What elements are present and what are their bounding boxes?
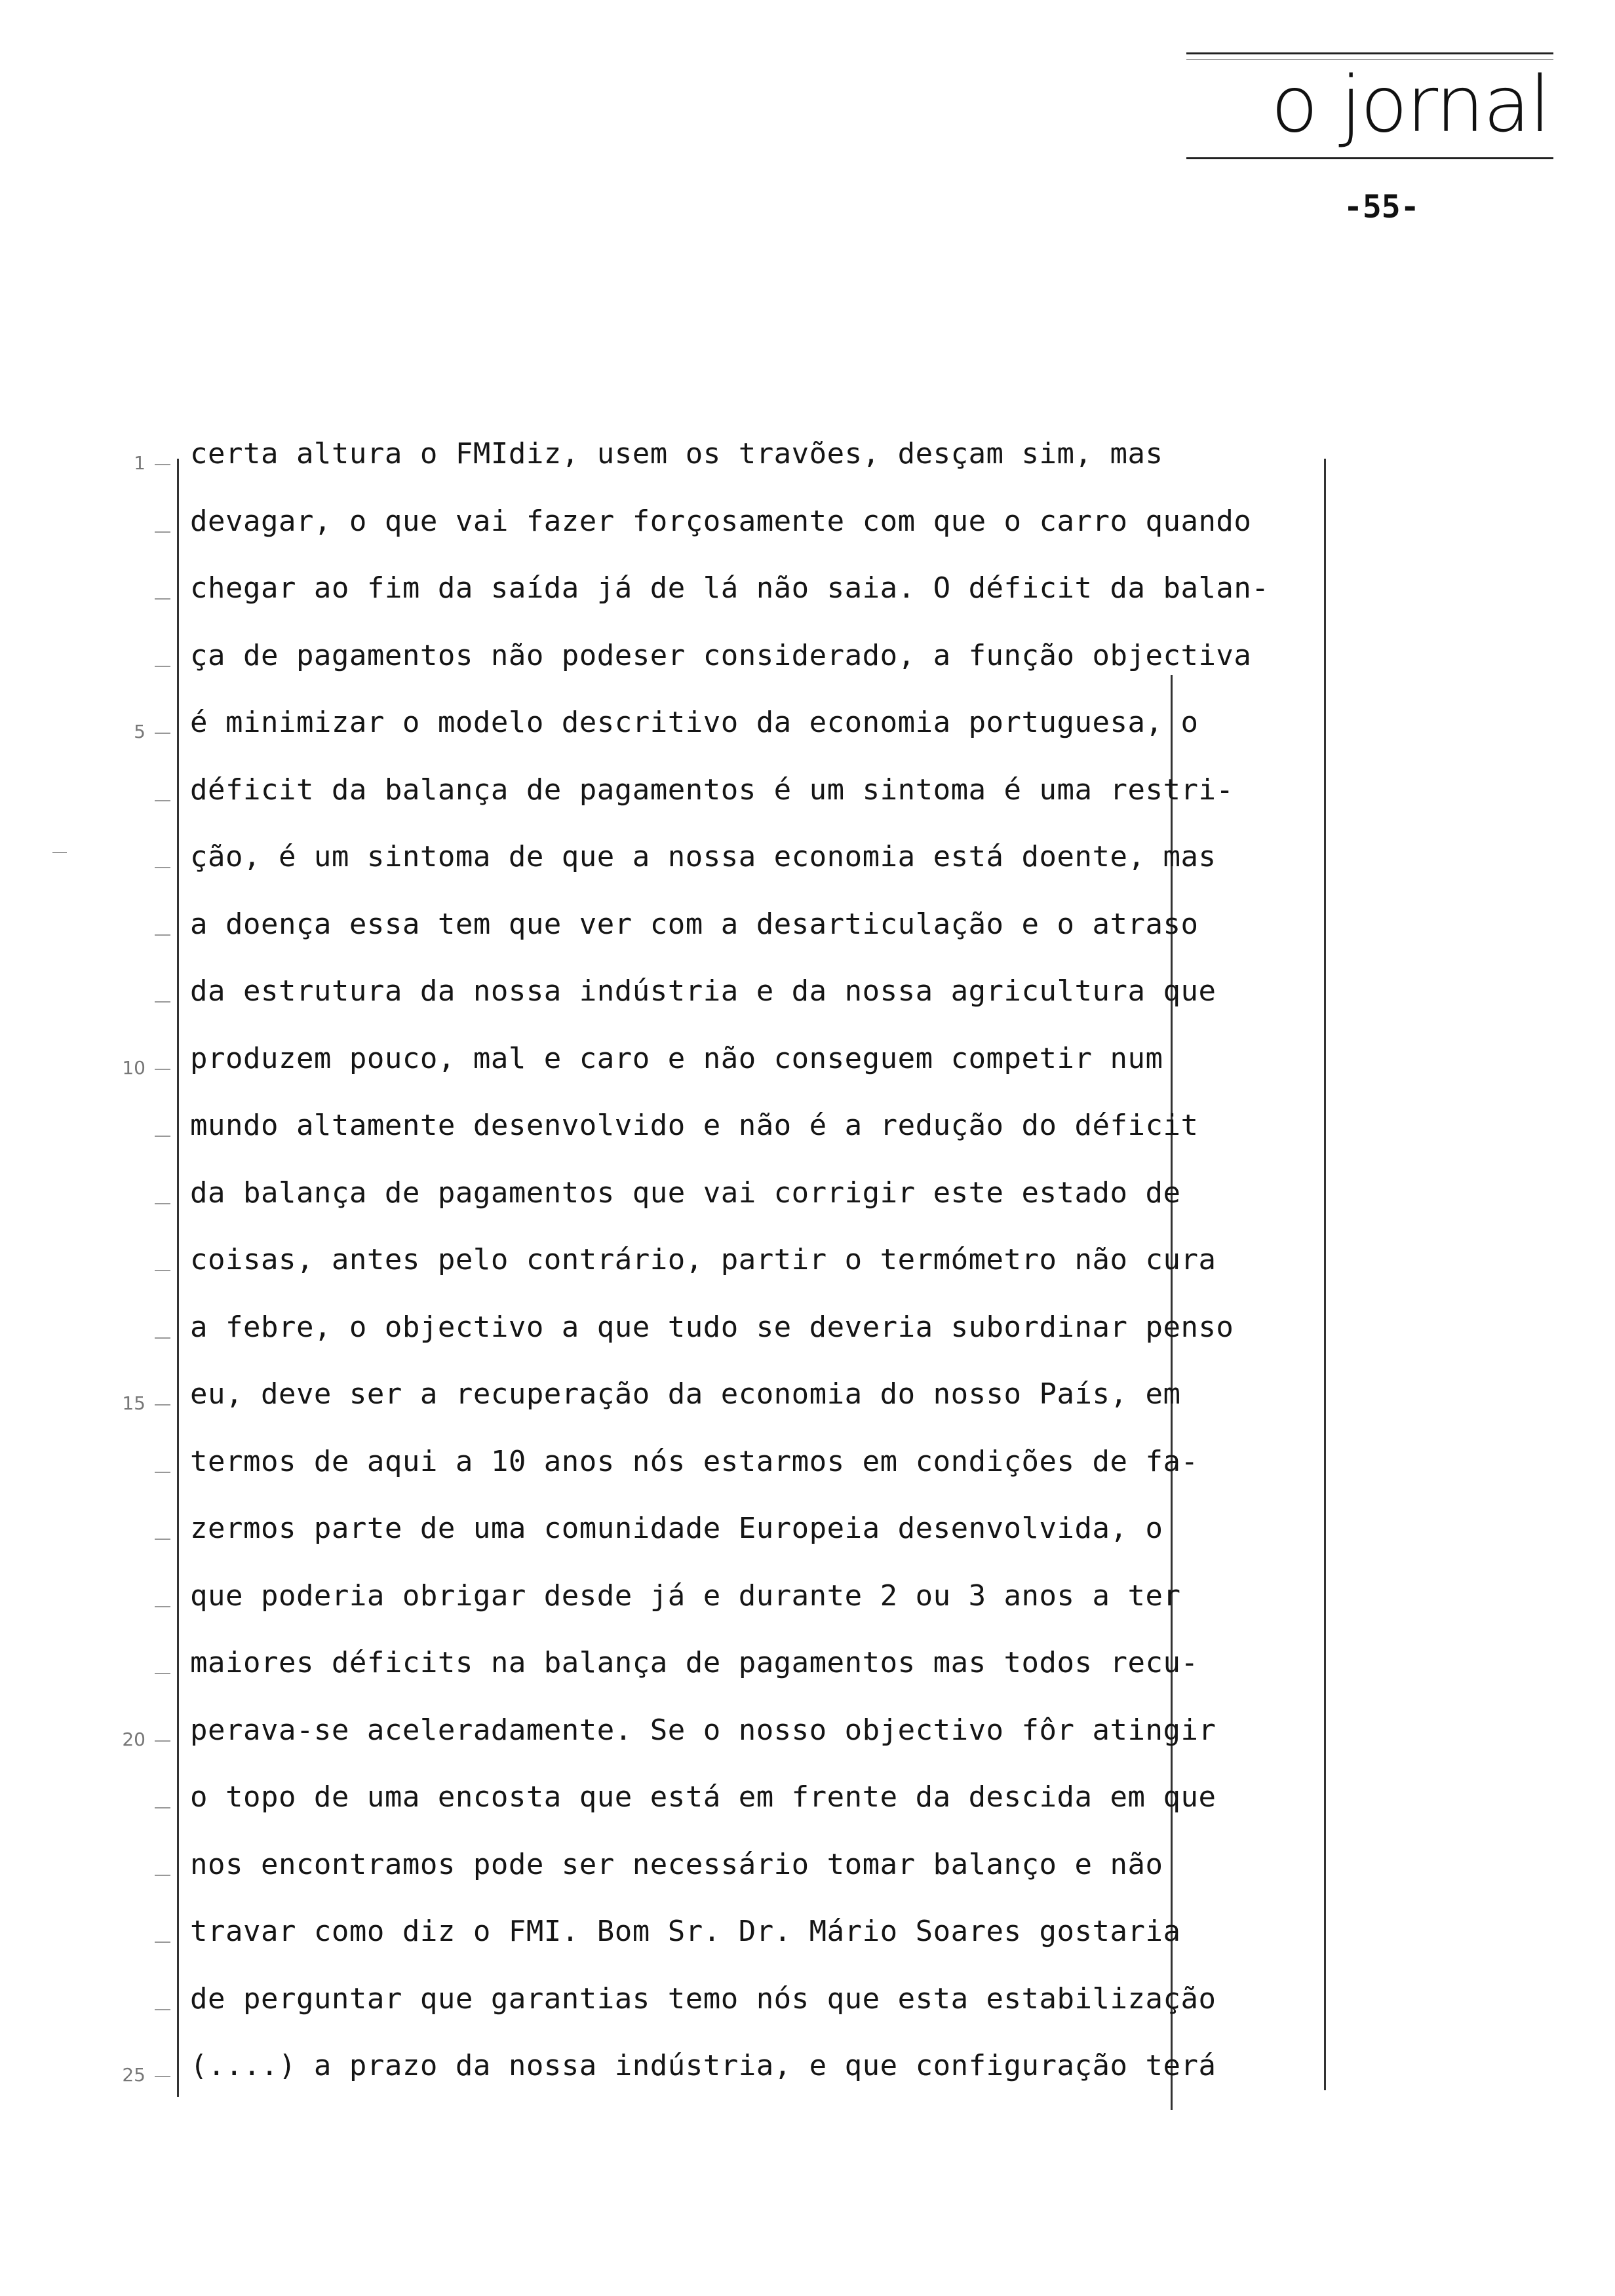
text-line: a febre, o objectivo a que tudo se deveria subordinar penso [190,1311,1234,1344]
line-tick [155,1136,170,1137]
column-rule-2 [1324,459,1326,2090]
gutter-row [85,1392,177,1419]
line-tick [155,934,170,936]
text-line: certa altura o FMIdiz, usem os travões, desçam sim, mas [190,437,1163,470]
gutter-row [85,1124,177,1150]
text-line: chegar ao fim da saída já de lá não saia. O déficit da balan- [190,571,1270,605]
line-tick [155,867,170,868]
line-tick [155,2076,170,2077]
gutter-row [85,520,177,546]
line-tick [155,1807,170,1808]
text-line: produzem pouco, mal e caro e não conseguem competir num [190,1042,1163,1075]
text-line: que poderia obrigar desde já e durante 2 ou 3 anos a ter [190,1579,1181,1613]
line-number-gutter [85,452,177,2103]
text-line: da estrutura da nossa indústria e da nossa agricultura que [190,974,1216,1008]
text-line: o topo de uma encosta que está em frente da descida em que [190,1780,1216,1814]
text-line: déficit da balança de pagamentos é um sintoma é uma restri- [190,773,1234,807]
line-tick [155,1740,170,1742]
gutter-row [85,1863,177,1889]
line-tick [155,1404,170,1406]
gutter-row [85,2064,177,2090]
line-number: 1 [134,452,146,474]
line-tick [155,1606,170,1607]
line-tick [155,666,170,667]
line-tick [155,2009,170,2010]
line-tick [155,1203,170,1204]
line-tick [155,1539,170,1540]
gutter-row [85,1258,177,1284]
text-line: zermos parte de uma comunidade Europeia desenvolvida, o [190,1512,1163,1545]
line-tick [155,1942,170,1943]
line-tick [155,1875,170,1876]
line-tick [155,1472,170,1473]
text-line: coisas, antes pelo contrário, partir o termómetro não cura [190,1243,1216,1276]
line-tick [155,1069,170,1070]
text-line: ça de pagamentos não podeser considerado, a função objectiva [190,639,1252,672]
left-margin-rule [177,459,179,2097]
line-number: 15 [122,1392,146,1414]
page-number: -55- [1344,189,1420,225]
gutter-row [85,1191,177,1217]
gutter-row [85,1795,177,1822]
line-tick [155,598,170,600]
masthead-bottom-rule [1186,157,1553,159]
text-line: de perguntar que garantias temo nós que esta estabilização [190,1982,1216,2016]
gutter-row [85,855,177,881]
gutter-row [85,586,177,613]
gutter-row [85,1930,177,1956]
gutter-row [85,721,177,747]
text-line: da balança de pagamentos que vai corrigir este estado de [190,1176,1181,1210]
gutter-row [85,1527,177,1553]
line-tick [155,464,170,465]
gutter-row [85,1460,177,1486]
line-number: 10 [122,1057,146,1079]
line-tick [155,531,170,533]
text-line: nos encontramos pode ser necessário tomar balanço e não [190,1848,1163,1881]
masthead [1186,46,1553,170]
line-number: 5 [134,721,146,742]
gutter-row [85,1729,177,1755]
gutter-row [85,788,177,814]
masthead-top-rule [1186,52,1553,54]
line-tick [155,800,170,801]
text-line: travar como diz o FMI. Bom Sr. Dr. Mário Soares gostaria [190,1915,1181,1948]
newspaper-logo: o jornal [1270,59,1549,149]
gutter-row [85,452,177,478]
line-number: 20 [122,1729,146,1750]
gutter-row [85,1997,177,2023]
line-tick [155,1337,170,1339]
text-line: a doença essa tem que ver com a desarticulação e o atraso [190,908,1199,941]
gutter-row [85,1661,177,1687]
gutter-row [85,923,177,949]
text-line: termos de aqui a 10 anos nós estarmos em condições de fa- [190,1445,1199,1478]
text-line: (....) a prazo da nossa indústria, e que configuração terá [190,2049,1216,2082]
gutter-row [85,654,177,680]
gutter-row [85,989,177,1016]
line-tick [155,733,170,734]
gutter-row [85,1057,177,1083]
text-line: devagar, o que vai fazer forçosamente com que o carro quando [190,505,1252,538]
gutter-row [85,1326,177,1352]
text-line: perava-se aceleradamente. Se o nosso objectivo fôr atingir [190,1713,1216,1747]
line-tick [155,1673,170,1674]
text-line: eu, deve ser a recuperação da economia do nosso País, em [190,1377,1181,1411]
margin-mark [52,852,67,853]
gutter-row [85,1594,177,1620]
text-line: maiores déficits na balança de pagamentos mas todos recu- [190,1646,1199,1679]
text-line: ção, é um sintoma de que a nossa economia está doente, mas [190,840,1216,873]
line-tick [155,1001,170,1003]
line-number: 25 [122,2064,146,2086]
line-tick [155,1270,170,1271]
text-line: é minimizar o modelo descritivo da economia portuguesa, o [190,706,1199,739]
text-line: mundo altamente desenvolvido e não é a redução do déficit [190,1109,1199,1142]
